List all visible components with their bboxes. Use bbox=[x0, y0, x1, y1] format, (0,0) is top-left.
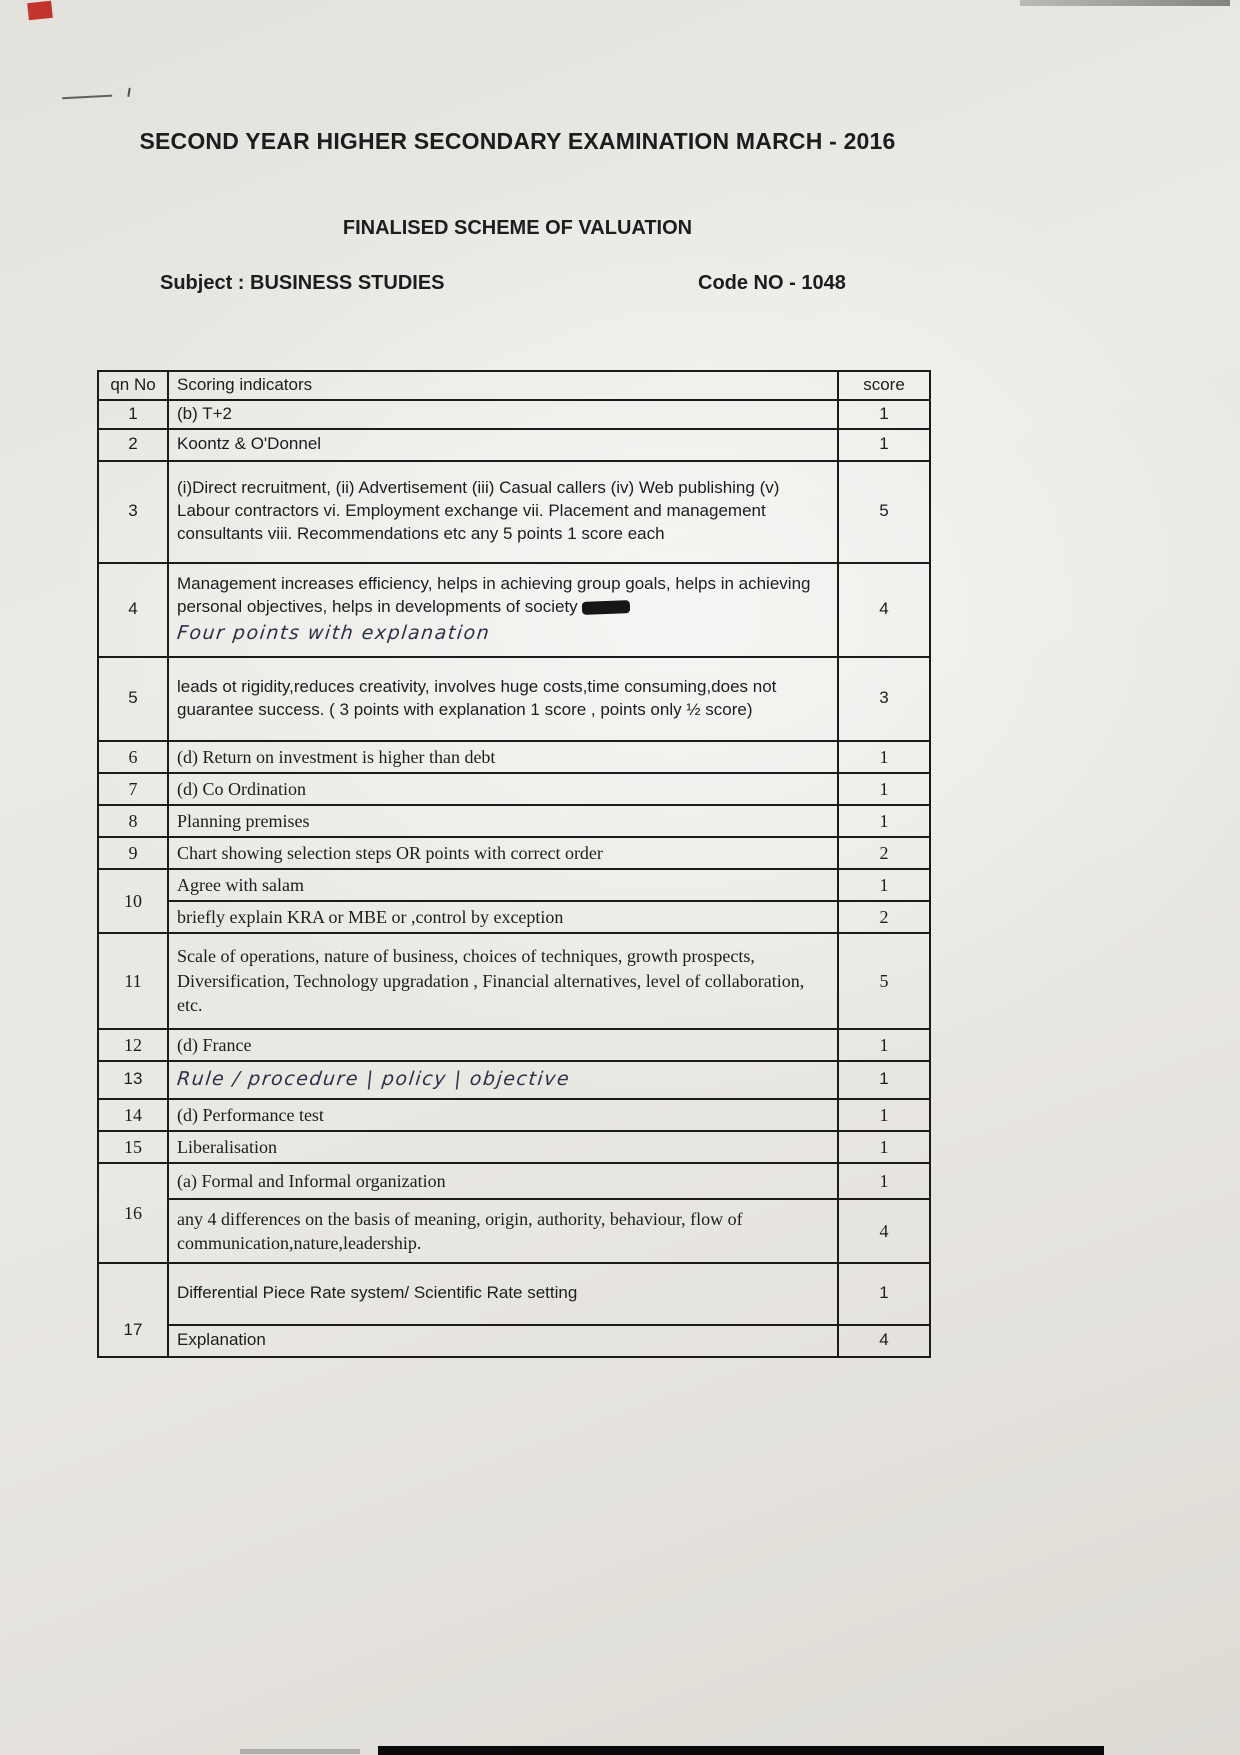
score-cell: 4 bbox=[838, 1325, 930, 1357]
indicator-cell bbox=[168, 1061, 838, 1099]
table-row bbox=[98, 1061, 930, 1099]
score-cell: 1 bbox=[838, 773, 930, 805]
table-row bbox=[98, 837, 930, 869]
table-row bbox=[98, 1325, 930, 1357]
score-cell: 1 bbox=[838, 1029, 930, 1061]
valuation-subtitle: FINALISED SCHEME OF VALUATION bbox=[342, 217, 693, 239]
score-cell: 3 bbox=[838, 657, 930, 741]
qn-cell: 7 bbox=[98, 773, 168, 805]
qn-cell: 8 bbox=[98, 805, 168, 837]
score-cell: 1 bbox=[838, 1131, 930, 1163]
table-row bbox=[98, 773, 930, 805]
indicator-cell: (d) France bbox=[168, 1029, 838, 1061]
score-cell: 5 bbox=[838, 933, 930, 1029]
qn-cell: 1 bbox=[98, 400, 168, 429]
qn-cell: 15 bbox=[98, 1131, 168, 1163]
table-row bbox=[98, 400, 930, 429]
handwritten-annotation: Four points with explanation bbox=[175, 621, 492, 644]
score-cell: 1 bbox=[838, 869, 930, 901]
indicator-cell: leads ot rigidity,reduces creativity, involves huge costs,time consuming,does not guarantee success. ( 3 points with explanation 1 score , points only ½ score) bbox=[168, 657, 838, 741]
table-row bbox=[98, 1163, 930, 1199]
table-row bbox=[98, 741, 930, 773]
score-cell: 4 bbox=[838, 1199, 930, 1263]
table-header-row bbox=[98, 371, 930, 400]
table-row bbox=[98, 1199, 930, 1263]
score-cell: 2 bbox=[838, 837, 930, 869]
indicator-cell: (d) Co Ordination bbox=[168, 773, 838, 805]
indicator-text: Management increases efficiency, helps in achieving group goals, helps in achieving personal objectives, helps in developments of society bbox=[177, 574, 811, 617]
indicator-cell: briefly explain KRA or MBE or ,control by exception bbox=[168, 901, 838, 933]
score-cell: 1 bbox=[838, 429, 930, 461]
indicator-cell: Agree with salam bbox=[168, 869, 838, 901]
table-row bbox=[98, 933, 930, 1029]
indicator-cell: (b) T+2 bbox=[168, 400, 838, 429]
qn-cell: 6 bbox=[98, 741, 168, 773]
indicator-cell: (d) Performance test bbox=[168, 1099, 838, 1131]
score-cell: 1 bbox=[838, 1061, 930, 1099]
scan-red-mark bbox=[27, 1, 53, 20]
score-cell: 1 bbox=[838, 805, 930, 837]
score-cell: 1 bbox=[838, 1263, 930, 1325]
score-cell: 5 bbox=[838, 461, 930, 563]
valuation-table bbox=[97, 370, 931, 1358]
indicator-cell: Differential Piece Rate system/ Scientific Rate setting bbox=[168, 1263, 838, 1325]
qn-cell: 12 bbox=[98, 1029, 168, 1061]
indicator-cell bbox=[168, 563, 838, 657]
indicator-cell: Chart showing selection steps OR points with correct order bbox=[168, 837, 838, 869]
qn-cell: 17 bbox=[98, 1263, 168, 1357]
qn-cell: 10 bbox=[98, 869, 168, 933]
scan-black-bar bbox=[378, 1746, 1104, 1755]
header-score: score bbox=[838, 371, 930, 400]
indicator-cell: (d) Return on investment is higher than debt bbox=[168, 741, 838, 773]
code-label: Code NO - 1048 bbox=[698, 272, 846, 294]
subject-label: Subject : BUSINESS STUDIES bbox=[160, 272, 445, 294]
table-row bbox=[98, 901, 930, 933]
score-cell: 1 bbox=[838, 1099, 930, 1131]
header-indicators: Scoring indicators bbox=[168, 371, 838, 400]
table-row bbox=[98, 429, 930, 461]
table-row bbox=[98, 1099, 930, 1131]
valuation-table-wrap bbox=[97, 370, 931, 1358]
indicator-cell: (i)Direct recruitment, (ii) Advertisement (iii) Casual callers (iv) Web publishing (v) Labour contractors vi. Employment exchange vii. Placement and management consultants viii. Recommendations etc any 5 points 1 score each bbox=[168, 461, 838, 563]
score-cell: 1 bbox=[838, 400, 930, 429]
indicator-cell: (a) Formal and Informal organization bbox=[168, 1163, 838, 1199]
qn-cell: 4 bbox=[98, 563, 168, 657]
table-row bbox=[98, 657, 930, 741]
table-row bbox=[98, 805, 930, 837]
score-cell: 1 bbox=[838, 741, 930, 773]
indicator-cell: any 4 differences on the basis of meaning, origin, authority, behaviour, flow of communication,nature,leadership. bbox=[168, 1199, 838, 1263]
header-qn: qn No bbox=[98, 371, 168, 400]
document-header bbox=[95, 128, 940, 240]
table-row bbox=[98, 461, 930, 563]
indicator-cell: Scale of operations, nature of business, choices of techniques, growth prospects, Diversification, Technology upgradation , Financial alternatives, level of collaboration, etc. bbox=[168, 933, 838, 1029]
qn-cell: 11 bbox=[98, 933, 168, 1029]
score-cell: 2 bbox=[838, 901, 930, 933]
indicator-cell: Explanation bbox=[168, 1325, 838, 1357]
score-cell: 4 bbox=[838, 563, 930, 657]
qn-cell: 13 bbox=[98, 1061, 168, 1099]
table-row bbox=[98, 1029, 930, 1061]
qn-cell: 2 bbox=[98, 429, 168, 461]
qn-cell: 16 bbox=[98, 1163, 168, 1263]
score-cell: 1 bbox=[838, 1163, 930, 1199]
qn-cell: 5 bbox=[98, 657, 168, 741]
qn-cell: 14 bbox=[98, 1099, 168, 1131]
indicator-cell: Koontz & O'Donnel bbox=[168, 429, 838, 461]
exam-title: SECOND YEAR HIGHER SECONDARY EXAMINATION MARCH - 2016 bbox=[139, 128, 896, 154]
table-row bbox=[98, 869, 930, 901]
indicator-cell: Planning premises bbox=[168, 805, 838, 837]
table-row bbox=[98, 563, 930, 657]
handwritten-answer: Rule / procedure | policy | objective bbox=[175, 1068, 572, 1091]
table-row bbox=[98, 1263, 930, 1325]
scan-smear bbox=[240, 1749, 360, 1754]
ink-scribble bbox=[581, 600, 629, 615]
indicator-cell: Liberalisation bbox=[168, 1131, 838, 1163]
table-row bbox=[98, 1131, 930, 1163]
qn-cell: 9 bbox=[98, 837, 168, 869]
qn-cell: 3 bbox=[98, 461, 168, 563]
scan-smudge bbox=[1020, 0, 1230, 6]
pen-mark bbox=[62, 87, 112, 100]
